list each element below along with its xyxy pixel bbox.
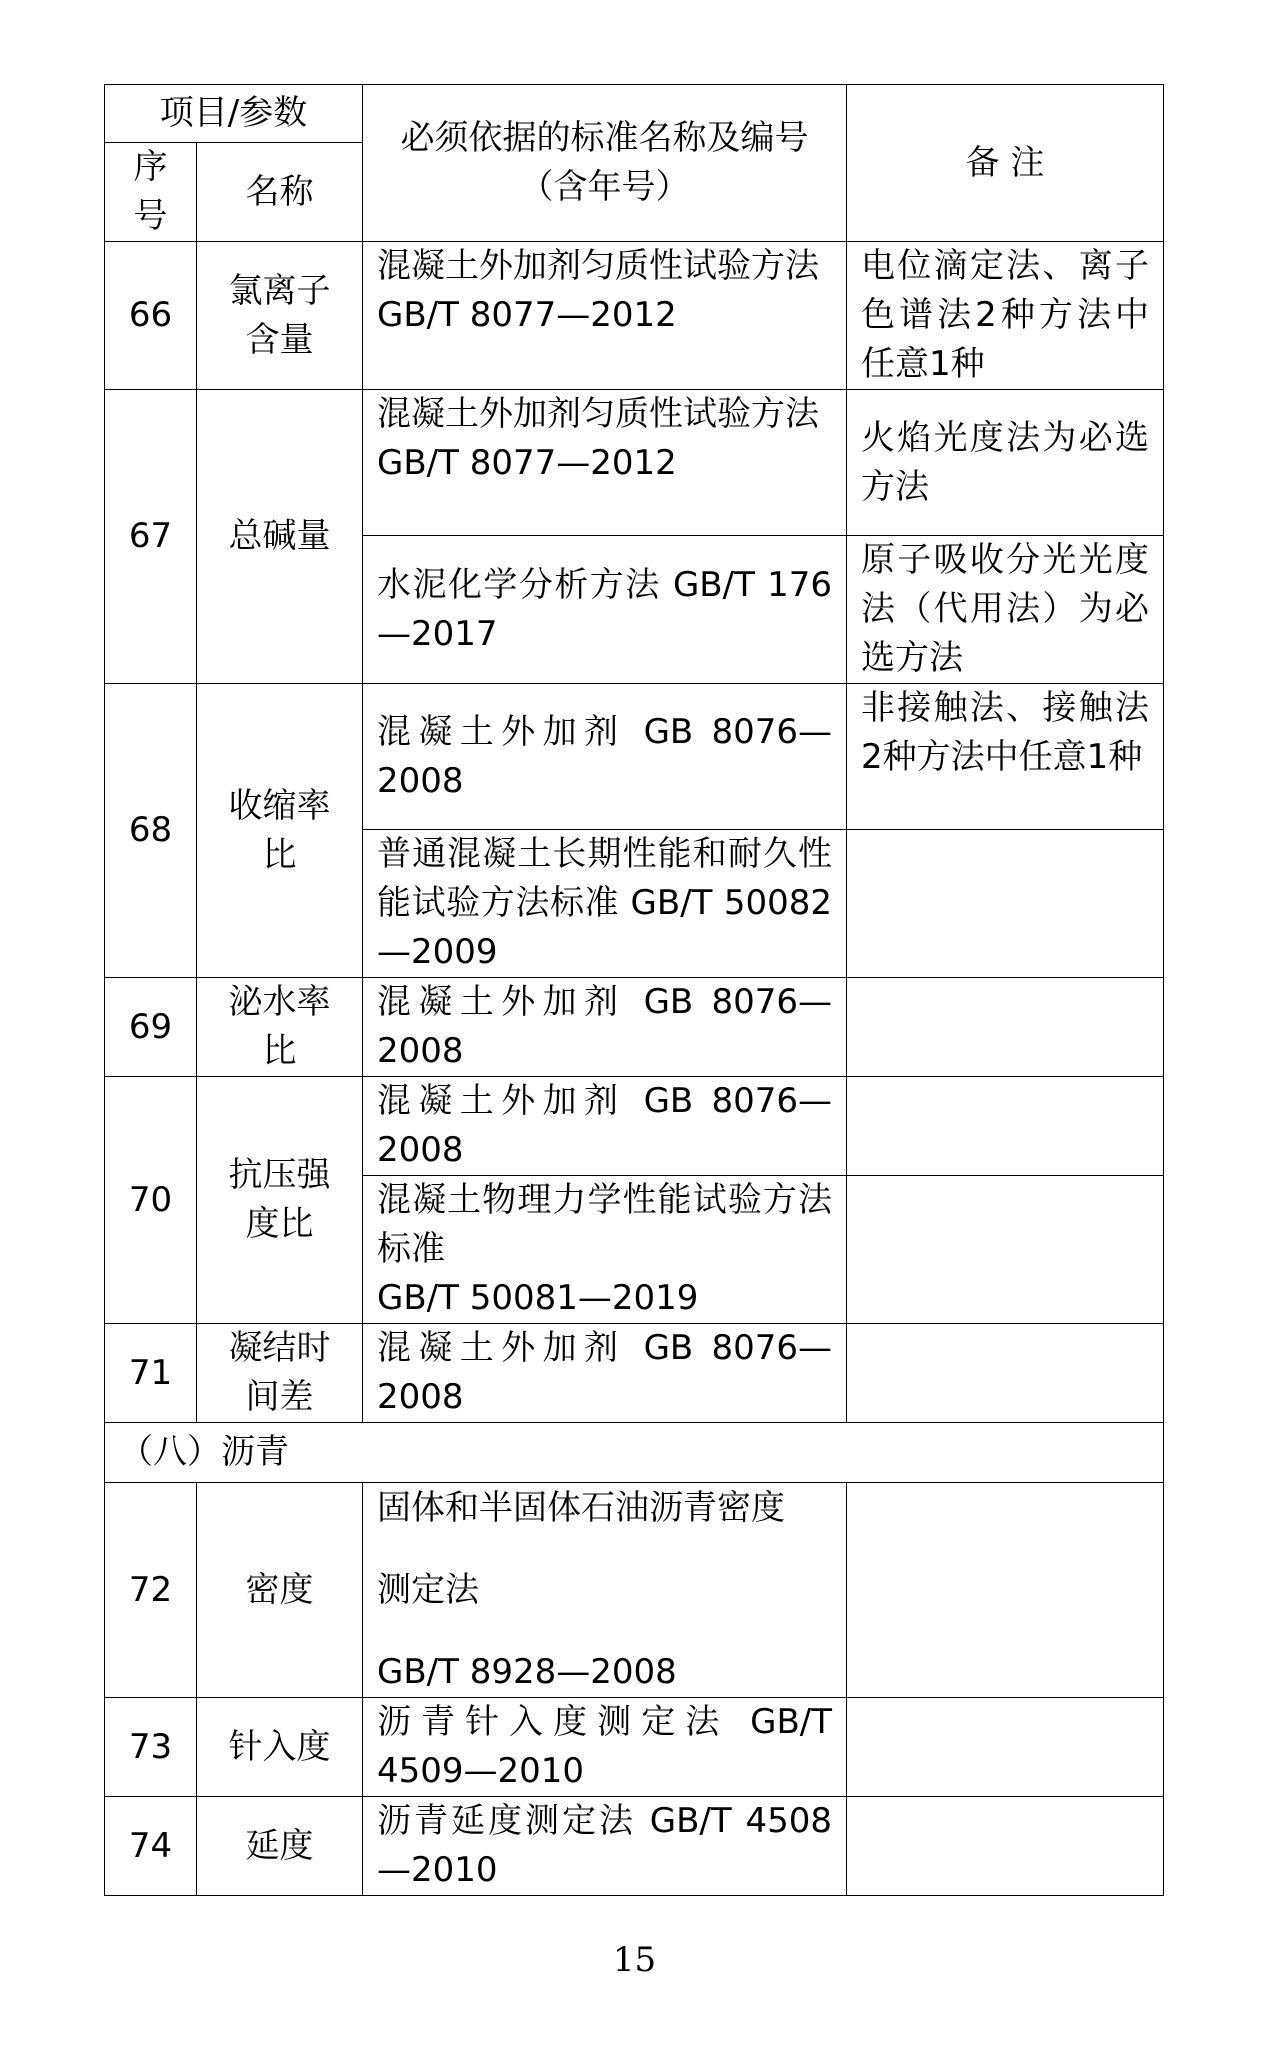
header-standard-sub: （含年号） bbox=[519, 167, 690, 207]
row-name: 收缩率 比 bbox=[197, 684, 363, 978]
standard-cell: 沥青延度测定法 GB/T 4508—2010 bbox=[363, 1797, 847, 1896]
row-number: 70 bbox=[105, 1077, 197, 1324]
section-title: （八）沥青 bbox=[105, 1423, 1164, 1483]
remark-cell bbox=[847, 1698, 1164, 1797]
remark-cell: 非接触法、接触法2种方法中任意1种 bbox=[847, 684, 1164, 830]
header-row bbox=[105, 85, 1164, 143]
row-name: 针入度 bbox=[197, 1698, 363, 1797]
table-row bbox=[105, 242, 1164, 390]
remark-cell: 火焰光度法为必选方法 bbox=[847, 390, 1164, 536]
row-number: 68 bbox=[105, 684, 197, 978]
standard-cell: 混凝土外加剂匀质性试验方法 GB/T 8077—2012 bbox=[363, 390, 847, 536]
header-standard bbox=[363, 85, 847, 242]
section-row bbox=[105, 1423, 1164, 1483]
row-name: 抗压强 度比 bbox=[197, 1077, 363, 1324]
standard-cell: 混凝土外加剂 GB 8076—2008 bbox=[363, 978, 847, 1077]
row-number: 69 bbox=[105, 978, 197, 1077]
header-seq: 序 号 bbox=[105, 143, 197, 242]
row-number: 74 bbox=[105, 1797, 197, 1896]
standard-cell: 混凝土外加剂 GB 8076—2008 bbox=[363, 1324, 847, 1423]
remark-cell bbox=[847, 1797, 1164, 1896]
row-name: 总碱量 bbox=[197, 390, 363, 684]
standard-cell: 混凝土外加剂 GB 8076—2008 bbox=[363, 1077, 847, 1176]
table-row bbox=[105, 1324, 1164, 1423]
standard-cell: 普通混凝土长期性能和耐久性能试验方法标准 GB/T 50082—2009 bbox=[363, 830, 847, 978]
remark-cell: 原子吸收分光光度法（代用法）为必选方法 bbox=[847, 536, 1164, 684]
remark-cell: 电位滴定法、离子色谱法2种方法中任意1种 bbox=[847, 242, 1164, 390]
standard-cell: 沥青针入度测定法 GB/T 4509—2010 bbox=[363, 1698, 847, 1797]
row-name: 泌水率 比 bbox=[197, 978, 363, 1077]
standard-cell: 混凝土外加剂 GB 8076—2008 bbox=[363, 684, 847, 830]
table-row bbox=[105, 390, 1164, 536]
row-number: 66 bbox=[105, 242, 197, 390]
page-number: 15 bbox=[612, 1940, 657, 1980]
header-item-param: 项目/参数 bbox=[105, 85, 363, 143]
row-name: 密度 bbox=[197, 1483, 363, 1698]
table-row bbox=[105, 1077, 1164, 1176]
table-row bbox=[105, 978, 1164, 1077]
standards-table bbox=[104, 84, 1164, 1896]
table-row bbox=[105, 1698, 1164, 1797]
remark-cell bbox=[847, 1176, 1164, 1324]
standard-cell: 固体和半固体石油沥青密度 测定法 GB/T 8928—2008 bbox=[363, 1483, 847, 1698]
header-remark: 备 注 bbox=[847, 85, 1164, 242]
remark-cell bbox=[847, 1483, 1164, 1698]
row-name: 凝结时 间差 bbox=[197, 1324, 363, 1423]
standard-cell: 混凝土外加剂匀质性试验方法 GB/T 8077—2012 bbox=[363, 242, 847, 390]
table-row bbox=[105, 1483, 1164, 1698]
remark-cell bbox=[847, 978, 1164, 1077]
remark-cell bbox=[847, 830, 1164, 978]
row-number: 72 bbox=[105, 1483, 197, 1698]
row-number: 67 bbox=[105, 390, 197, 684]
row-number: 71 bbox=[105, 1324, 197, 1423]
header-standard-title: 必须依据的标准名称及编号 bbox=[400, 118, 809, 158]
row-name: 氯离子 含量 bbox=[197, 242, 363, 390]
row-name: 延度 bbox=[197, 1797, 363, 1896]
table-row bbox=[105, 1797, 1164, 1896]
header-name: 名称 bbox=[197, 143, 363, 242]
remark-cell bbox=[847, 1324, 1164, 1423]
remark-cell bbox=[847, 1077, 1164, 1176]
table-row bbox=[105, 684, 1164, 830]
standard-cell: 水泥化学分析方法 GB/T 176—2017 bbox=[363, 536, 847, 684]
standard-cell: 混凝土物理力学性能试验方法标准 GB/T 50081—2019 bbox=[363, 1176, 847, 1324]
row-number: 73 bbox=[105, 1698, 197, 1797]
